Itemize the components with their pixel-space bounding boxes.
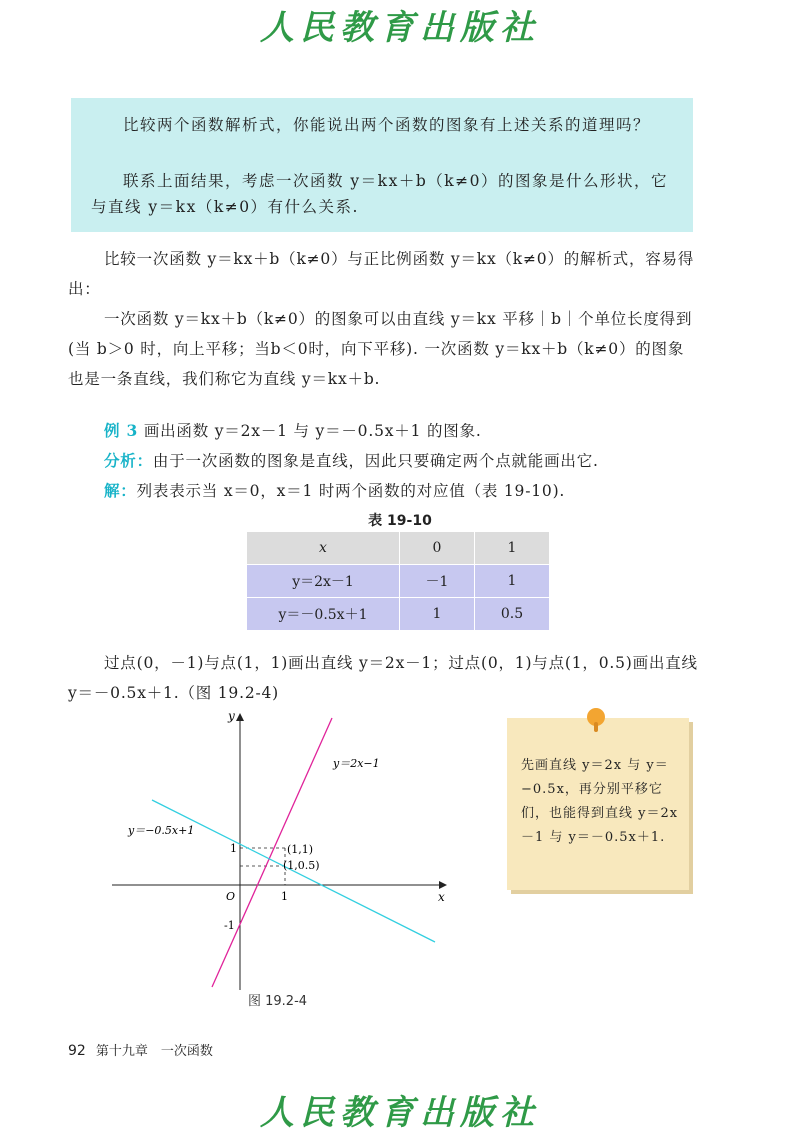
table-row [247,598,550,631]
solution-label: 解： [104,481,137,500]
page-footer [68,1040,213,1059]
table-cell: y＝2x－1 [247,565,400,598]
table-cell: 1 [400,598,475,631]
table-cell: 1 [475,565,550,598]
body-paragraph-1: 比较一次函数 y＝kx＋b（k≠0）与正比例函数 y＝kx（k≠0）的解析式，容易得出： [68,250,695,298]
pushpin-icon [587,708,605,726]
table-row [247,565,550,598]
publisher-logo-top: 人民教育出版社 [260,8,540,48]
table-header-row [247,532,550,565]
origin-label: O [226,890,236,903]
line1-label: y＝2x−1 [333,757,380,770]
table-cell: 0.5 [475,598,550,631]
point-1-1-label: (1,1) [287,843,314,856]
y-tick-1: 1 [230,842,237,855]
think-box-paragraph-2: 联系上面结果，考虑一次函数 y＝kx＋b（k≠0）的图象是什么形状，它与直线 y＝kx（k≠0）有什么关系. [91,172,668,216]
analysis-line [104,446,704,476]
solution-line [104,476,704,506]
function-graph [100,700,460,1000]
think-box [71,98,693,232]
x-tick-1: 1 [281,890,288,903]
analysis-label: 分析： [104,451,153,470]
table-cell: x [247,532,400,565]
table-cell: y＝－0.5x＋1 [247,598,400,631]
point-1-05-label: (1,0.5) [283,859,320,872]
x-axis-label: x [438,890,445,904]
example-line [104,416,704,446]
think-box-paragraph-1: 比较两个函数解析式，你能说出两个函数的图象有上述关系的道理吗？ [123,116,651,134]
example-text: 画出函数 y＝2x－1 与 y＝－0.5x＋1 的图象. [143,422,482,440]
example-label: 例 3 [104,421,139,440]
line2-label: y＝−0.5x+1 [128,824,195,837]
value-table [246,531,550,631]
y-axis-label: y [228,709,235,723]
y-tick-neg1: -1 [224,919,235,932]
chapter-title: 第十九章 一次函数 [95,1044,213,1059]
after-table-paragraph: 过点(0，－1)与点(1，1)画出直线 y＝2x－1；过点(0，1)与点(1，0.5)画出直线 y＝－0.5x＋1.（图 19.2-4) [68,654,698,702]
table-caption: 表 19-10 [368,513,432,529]
body-paragraph-2: 一次函数 y＝kx＋b（k≠0）的图象可以由直线 y＝kx 平移｜b｜个单位长度得到(当 b＞0 时，向上平移；当b＜0时，向下平移). 一次函数 y＝kx＋b（k≠0）的图象也是一条直线，我们称它为直线 y＝kx＋b. [68,310,693,388]
note-text: 先画直线 y＝2x 与 y＝−0.5x，再分别平移它们，也能得到直线 y＝2x－1 与 y＝－0.5x＋1. [521,758,679,845]
table-cell: 1 [475,532,550,565]
solution-text: 列表表示当 x＝0，x＝1 时两个函数的对应值（表 19-10). [136,482,566,500]
table-cell: －1 [400,565,475,598]
sticky-note [507,718,689,890]
figure-caption: 图 19.2-4 [248,994,308,1009]
analysis-text: 由于一次函数的图象是直线，因此只要确定两个点就能画出它. [152,452,599,470]
page-number: 92 [68,1043,86,1059]
table-cell: 0 [400,532,475,565]
publisher-logo-bottom: 人民教育出版社 [260,1093,540,1133]
